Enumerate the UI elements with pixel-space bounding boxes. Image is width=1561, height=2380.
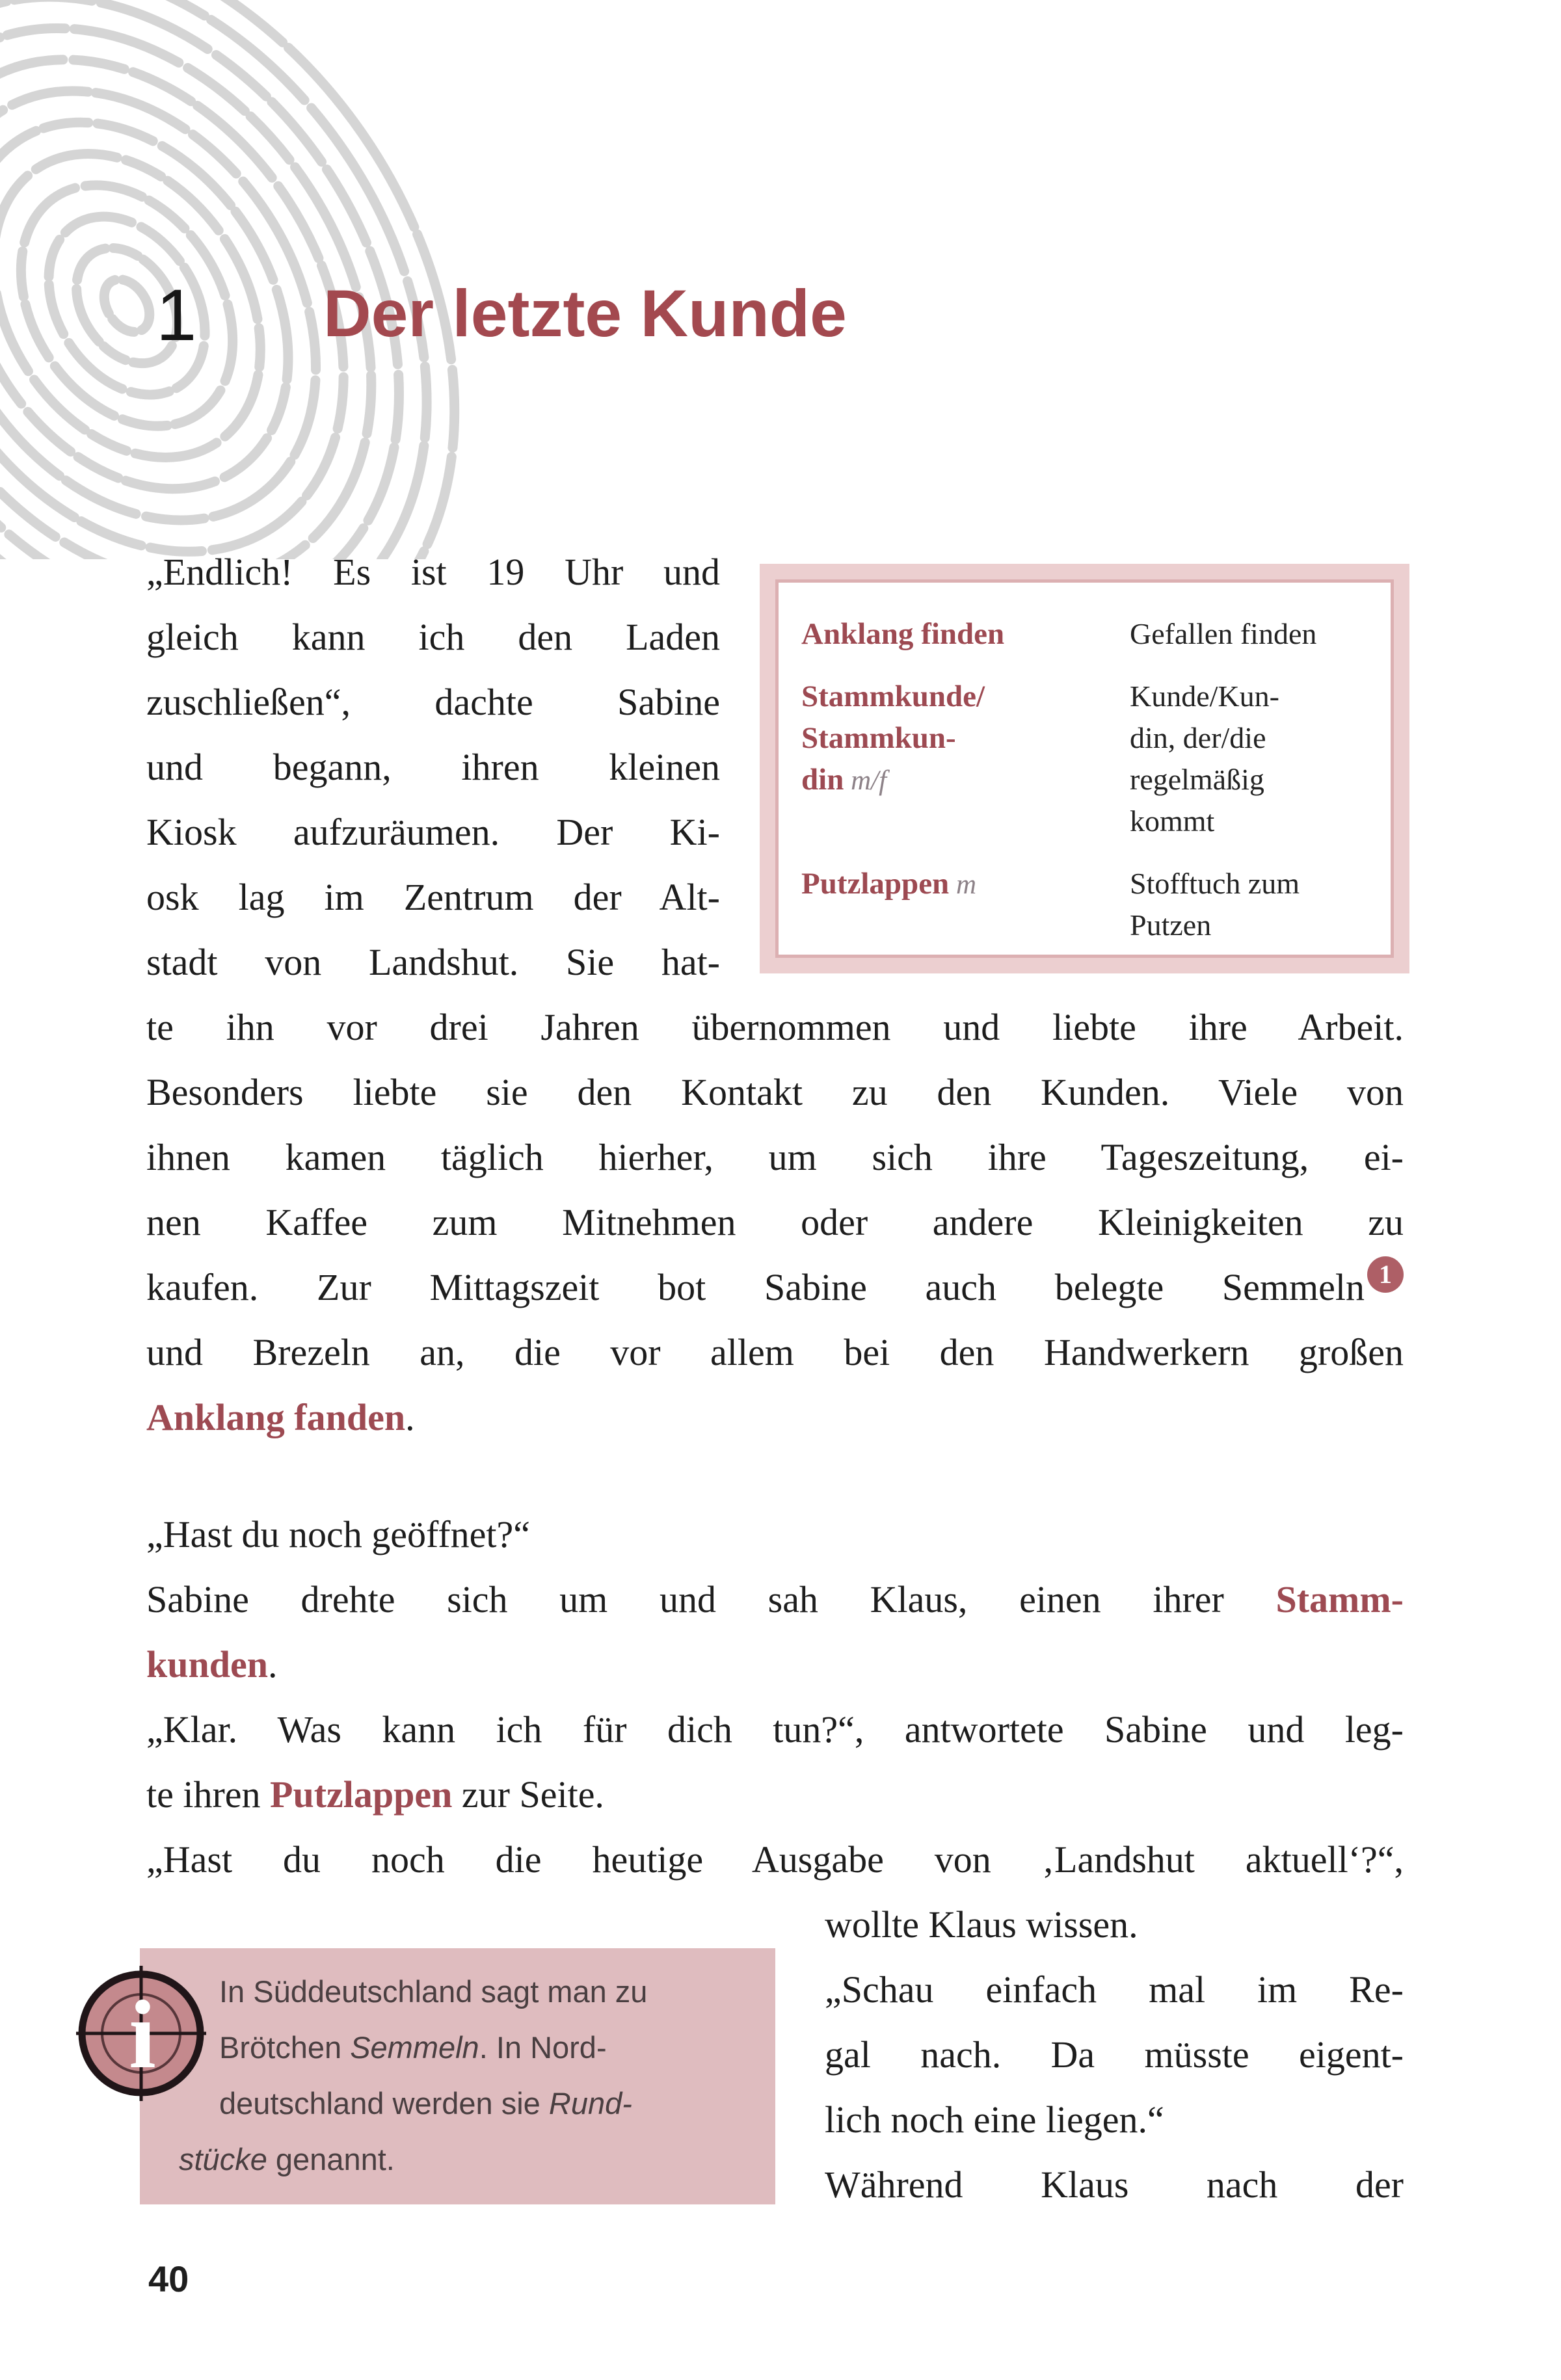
text-line bbox=[146, 1567, 1404, 1632]
text-line bbox=[825, 1892, 1404, 1957]
text-line bbox=[1130, 717, 1374, 759]
text-segment: Kiosk aufzuräumen. Der Ki- bbox=[146, 811, 720, 853]
text-segment: lich noch eine liegen.“ bbox=[825, 2098, 1164, 2141]
glossary-word: Putzlappen bbox=[270, 1773, 453, 1816]
text-segment: genannt. bbox=[267, 2142, 395, 2176]
text-segment: Stammkun- bbox=[801, 721, 956, 755]
text-segment: te ihren bbox=[146, 1773, 271, 1816]
text-segment: „Schau einfach mal im Re- bbox=[825, 1968, 1404, 2011]
text-line bbox=[146, 865, 720, 930]
info-box-text bbox=[140, 1948, 775, 2188]
text-segment: Putzen bbox=[1130, 908, 1212, 942]
chapter-number: 1 bbox=[156, 274, 197, 356]
text-line bbox=[219, 2020, 775, 2076]
text-segment: din bbox=[801, 763, 844, 797]
text-segment: Gefallen finden bbox=[1130, 617, 1317, 650]
text-line bbox=[146, 1060, 1404, 1125]
text-line bbox=[146, 1632, 1404, 1697]
text-segment: Sabine drehte sich um und sah Klaus, einen ihrer bbox=[146, 1578, 1276, 1620]
text-line bbox=[179, 2132, 775, 2188]
text-segment: m bbox=[949, 869, 977, 900]
story-paragraph-wide bbox=[146, 995, 1404, 1450]
text-segment: Besonders liebte sie den Kontakt zu den Kunden. Viele von bbox=[146, 1071, 1404, 1113]
text-segment: In Süddeutschland sagt man zu bbox=[219, 1974, 648, 2009]
text-line bbox=[825, 2022, 1404, 2087]
text-segment: Stammkunde/ bbox=[801, 680, 985, 713]
text-line bbox=[146, 1827, 1404, 1892]
text-segment: „Hast du noch geöffnet?“ bbox=[146, 1513, 530, 1555]
text-segment: und Brezeln an, die vor allem bei den Handwerkern großen bbox=[146, 1331, 1404, 1373]
story-paragraph-right-column bbox=[825, 1892, 1404, 2217]
text-segment: Kunde/Kun- bbox=[1130, 680, 1279, 713]
info-icon bbox=[70, 1962, 213, 2105]
text-line bbox=[801, 717, 1130, 759]
text-segment: gleich kann ich den Laden bbox=[146, 616, 720, 658]
glossary-word: Stamm- bbox=[1275, 1578, 1404, 1620]
text-line bbox=[146, 1125, 1404, 1190]
vocab-term bbox=[801, 613, 1130, 655]
text-segment: stadt von Landshut. Sie hat- bbox=[146, 941, 720, 983]
vocab-term bbox=[801, 863, 1130, 946]
text-segment: Rund- bbox=[548, 2086, 632, 2121]
text-segment: zuschließen“, dachte Sabine bbox=[146, 681, 720, 723]
text-segment: regelmäßig bbox=[1130, 763, 1264, 796]
text-segment: gal nach. Da müsste eigent- bbox=[825, 2033, 1404, 2076]
text-line bbox=[1130, 759, 1374, 800]
text-segment: „Hast du noch die heutige Ausgabe von ‚Landshut aktuell‘?“, bbox=[146, 1838, 1404, 1881]
text-line bbox=[801, 676, 1130, 717]
glossary-word: kunden bbox=[146, 1643, 269, 1686]
text-line bbox=[146, 1697, 1404, 1762]
page-number: 40 bbox=[148, 2258, 189, 2299]
text-segment: stücke bbox=[179, 2142, 267, 2176]
text-segment: „Klar. Was kann ich für dich tun?“, antwortete Sabine und leg- bbox=[146, 1708, 1404, 1751]
text-line bbox=[146, 1385, 1404, 1450]
vocab-definition bbox=[1130, 676, 1374, 842]
text-line bbox=[801, 759, 1130, 802]
text-segment: Putzlappen bbox=[801, 867, 950, 901]
text-line bbox=[146, 670, 720, 735]
text-segment: . In Nord- bbox=[479, 2030, 607, 2065]
text-segment: wollte Klaus wissen. bbox=[825, 1903, 1138, 1946]
text-line bbox=[146, 605, 720, 670]
vocabulary-box bbox=[760, 564, 1409, 973]
text-line bbox=[146, 995, 1404, 1060]
text-segment: kommt bbox=[1130, 804, 1215, 838]
text-segment: osk lag im Zentrum der Alt- bbox=[146, 876, 720, 918]
info-box bbox=[140, 1948, 775, 2204]
vocab-entry bbox=[801, 613, 1374, 655]
story-paragraph-dialogue bbox=[146, 1502, 1404, 1892]
text-segment: te ihn vor drei Jahren übernommen und liebte ihre Arbeit. bbox=[146, 1006, 1404, 1048]
text-segment: zur Seite. bbox=[452, 1773, 604, 1816]
glossary-word: Anklang fanden bbox=[146, 1396, 406, 1438]
vocab-entry bbox=[801, 863, 1374, 946]
text-segment: nen Kaffee zum Mitnehmen oder andere Kleinigkeiten zu bbox=[146, 1201, 1404, 1243]
text-segment: m/f bbox=[844, 765, 887, 796]
text-line bbox=[801, 613, 1130, 655]
text-segment: deutschland werden sie bbox=[219, 2086, 549, 2121]
svg-text:i: i bbox=[129, 1981, 156, 2089]
text-line bbox=[146, 1190, 1404, 1255]
text-line bbox=[146, 930, 720, 995]
footnote-marker: 1 bbox=[1367, 1256, 1404, 1293]
text-line bbox=[801, 863, 1130, 906]
text-line bbox=[219, 1964, 775, 2020]
text-segment: Während Klaus nach der bbox=[825, 2163, 1404, 2206]
chapter-title: Der letzte Kunde bbox=[323, 276, 847, 350]
text-line bbox=[146, 735, 720, 800]
text-line bbox=[146, 1255, 1404, 1320]
text-line bbox=[1130, 905, 1374, 946]
text-segment: Anklang finden bbox=[801, 617, 1005, 651]
text-segment: Brötchen bbox=[219, 2030, 351, 2065]
text-line bbox=[146, 800, 720, 865]
vocab-definition bbox=[1130, 613, 1374, 655]
text-segment: . bbox=[268, 1643, 278, 1686]
text-line bbox=[146, 1320, 1404, 1385]
text-segment: kaufen. Zur Mittagszeit bot Sabine auch belegte Semmeln bbox=[146, 1266, 1365, 1308]
vocab-term bbox=[801, 676, 1130, 842]
text-segment: din, der/die bbox=[1130, 721, 1266, 754]
text-line bbox=[146, 1762, 1404, 1827]
text-segment: und begann, ihren kleinen bbox=[146, 746, 720, 788]
text-line bbox=[1130, 676, 1374, 717]
text-segment: Stofftuch zum bbox=[1130, 867, 1300, 900]
text-line bbox=[1130, 613, 1374, 655]
text-line bbox=[146, 540, 720, 605]
text-segment: „Endlich! Es ist 19 Uhr und bbox=[146, 551, 720, 593]
vocab-entry bbox=[801, 676, 1374, 842]
text-line bbox=[825, 1957, 1404, 2022]
text-segment: . bbox=[405, 1396, 415, 1438]
story-paragraph-narrow bbox=[146, 540, 720, 995]
vocab-definition bbox=[1130, 863, 1374, 946]
text-line bbox=[1130, 863, 1374, 905]
text-segment: Semmeln bbox=[350, 2030, 479, 2065]
text-line bbox=[825, 2152, 1404, 2217]
text-segment: ihnen kamen täglich hierher, um sich ihre Tageszeitung, ei- bbox=[146, 1136, 1404, 1178]
text-line bbox=[146, 1502, 1404, 1567]
text-line bbox=[825, 2087, 1404, 2152]
text-line bbox=[1130, 800, 1374, 842]
text-line bbox=[219, 2076, 775, 2132]
